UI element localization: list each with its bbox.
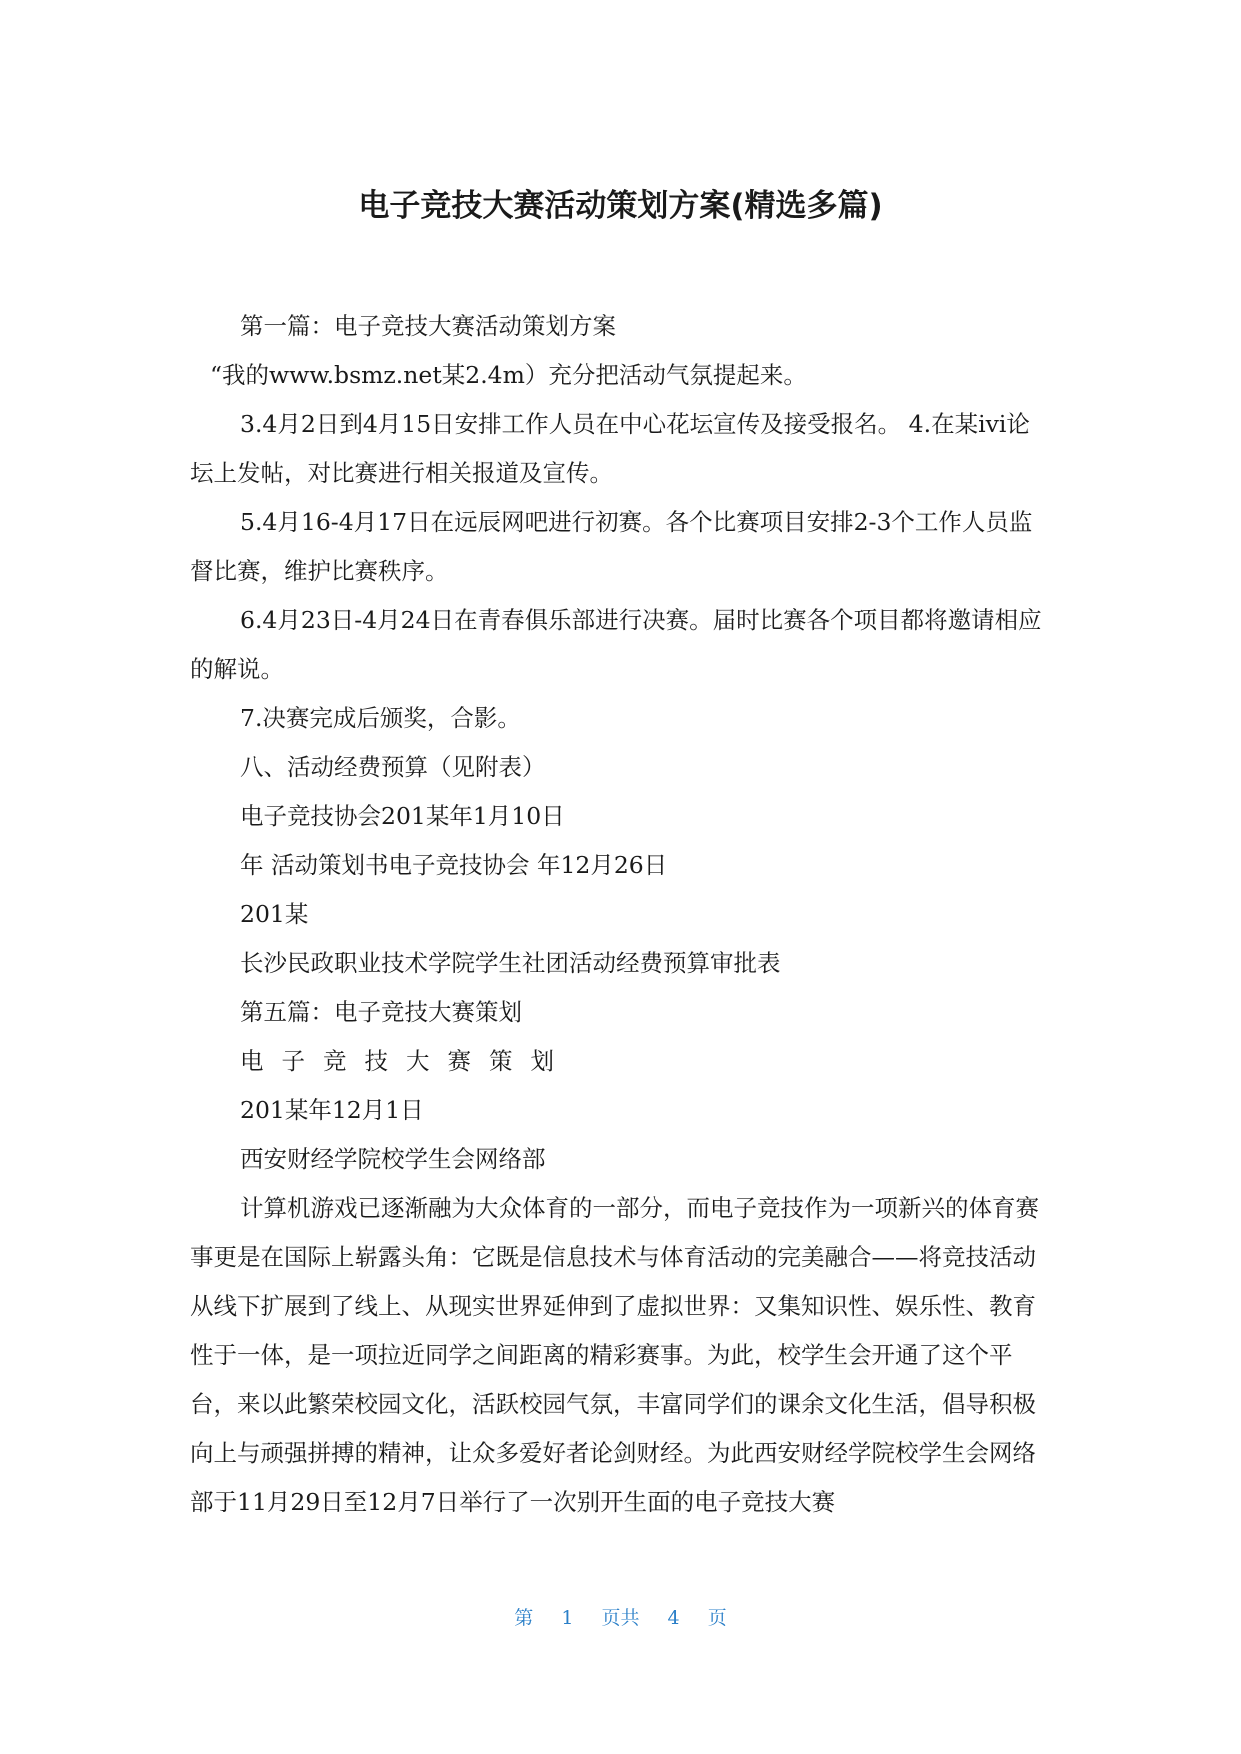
footer-total-pages: 4 bbox=[667, 1607, 680, 1629]
footer-prefix: 第 bbox=[514, 1607, 534, 1629]
paragraph: 八、活动经费预算（见附表） bbox=[240, 753, 546, 781]
document-body bbox=[190, 302, 1050, 1527]
paragraph: 计算机游戏已逐渐融为大众体育的一部分，而电子竞技作为一项新兴的体育赛事更是在国际上崭露头角：它既是信息技术与体育活动的完美融合——将竞技活动从线下扩展到了线上、从现实世界延伸到了虚拟世界：又集知识性、娱乐性、教育性于一体，是一项拉近同学之间距离的精彩赛事。为此，校学生会开通了这个平台，来以此繁荣校园文化，活跃校园气氛，丰富同学们的课余文化生活，倡导积极向上与顽强拼搏的精神，让众多爱好者论剑财经。为此西安财经学院校学生会网络部于11月29日至12月7日举行了一次别开生面的电子竞技大赛 bbox=[190, 1194, 1039, 1516]
paragraph-spaced-heading: 电子竞技大赛策划 bbox=[240, 1047, 572, 1075]
paragraph: 年 活动策划书电子竞技协会 年12月26日 bbox=[240, 851, 668, 879]
paragraph: 第五篇：电子竞技大赛策划 bbox=[240, 998, 522, 1026]
paragraph: 201某年12月1日 bbox=[240, 1096, 424, 1124]
footer-middle: 页共 bbox=[601, 1607, 640, 1629]
paragraph: 第一篇：电子竞技大赛活动策划方案 bbox=[240, 312, 616, 340]
paragraph: 长沙民政职业技术学院学生社团活动经费预算审批表 bbox=[240, 949, 781, 977]
paragraph: 5.4月16-4月17日在远辰网吧进行初赛。各个比赛项目安排2-3个工作人员监督比赛，维护比赛秩序。 bbox=[190, 508, 1033, 585]
footer-current-page: 1 bbox=[561, 1607, 574, 1629]
paragraph: 6.4月23日-4月24日在青春俱乐部进行决赛。届时比赛各个项目都将邀请相应的解说。 bbox=[190, 606, 1042, 683]
paragraph: 201某 bbox=[240, 900, 309, 928]
paragraph: 3.4月2日到4月15日安排工作人员在中心花坛宣传及接受报名。 4.在某ivi论坛上发帖，对比赛进行相关报道及宣传。 bbox=[190, 410, 1030, 487]
document-title: 电子竞技大赛活动策划方案(精选多篇) bbox=[358, 188, 883, 224]
paragraph: 7.决赛完成后颁奖，合影。 bbox=[240, 704, 521, 732]
paragraph: 西安财经学院校学生会网络部 bbox=[240, 1145, 546, 1173]
footer-suffix: 页 bbox=[707, 1607, 727, 1629]
paragraph: “我的www.bsmz.net某2.4m）充分把活动气氛提起来。 bbox=[210, 361, 807, 389]
page-footer bbox=[0, 1604, 1241, 1632]
paragraph: 电子竞技协会201某年1月10日 bbox=[240, 802, 565, 830]
